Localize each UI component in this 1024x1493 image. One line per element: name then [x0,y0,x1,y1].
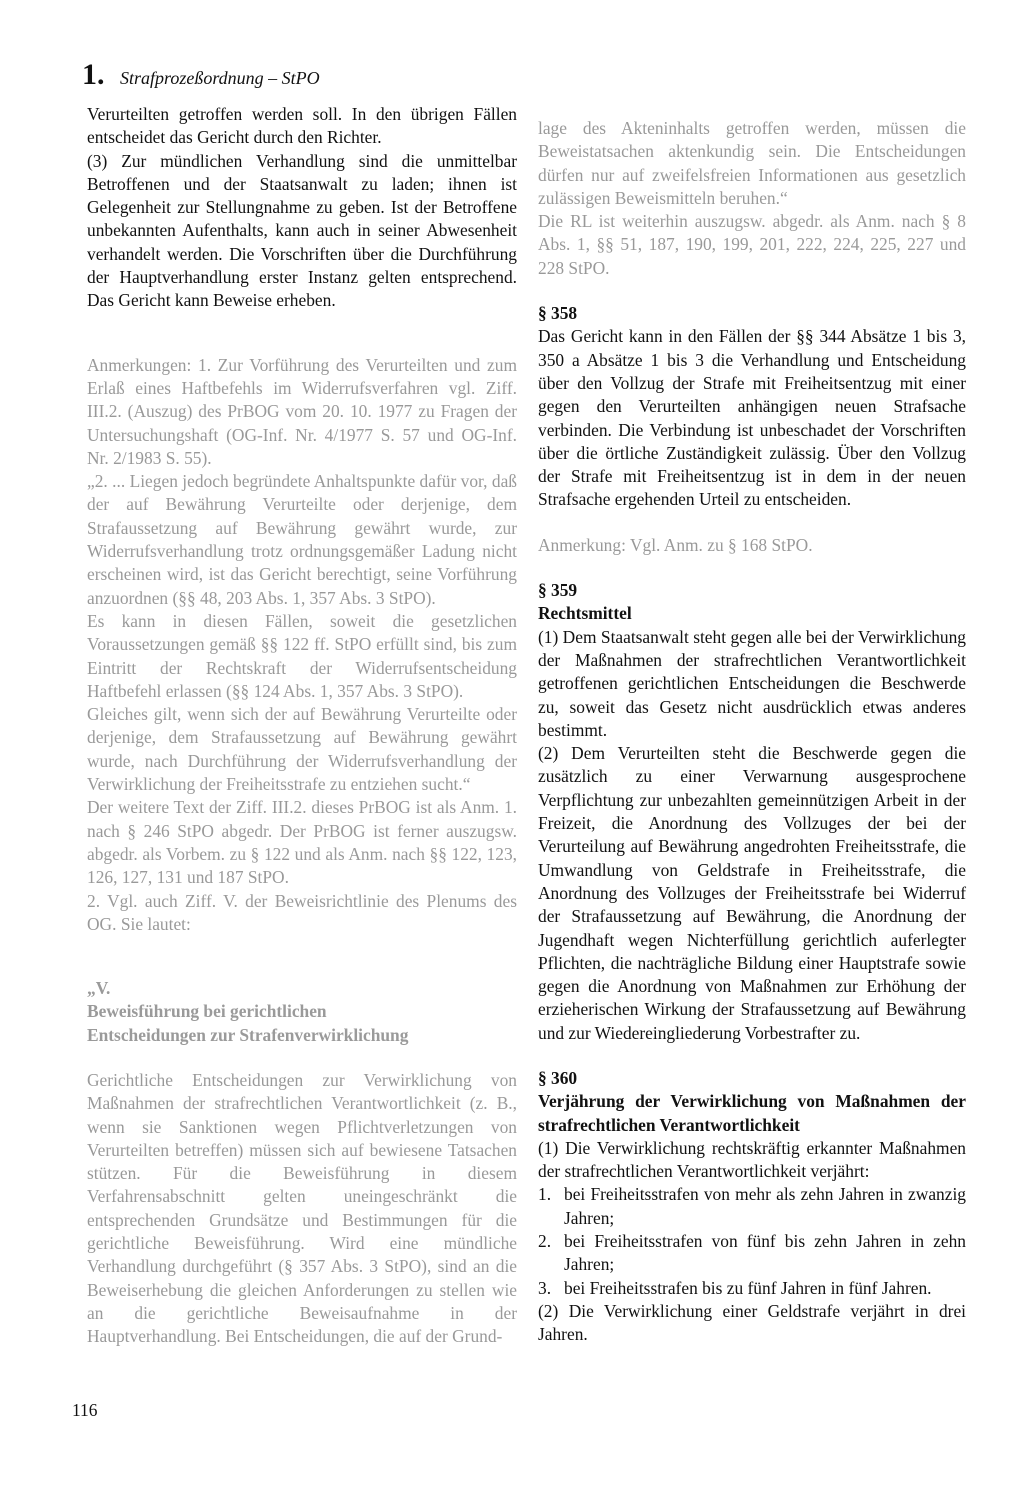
annotation-para-3: Es kann in diesen Fällen, soweit die gesetzlichen Voraussetzungen gemäß §§ 122 ff. StPO erfüllt sind, bis zum Eintritt der Rechtskraft der Widerrufsentscheidung Haftbefehl erlassen (§§ 124 Abs. 1, 357 Abs. 3 StPO). [87,610,517,701]
section-359-para-1: (1) Dem Staatsanwalt steht gegen alle bei der Verwirklichung der Maßnahmen der strafrechtlichen Verantwortlichkeit getroffenen gerichtlichen Entscheidungen die Beschwerde zu, soweit das Gesetz nicht ausdrücklich etwas anderes bestimmt. [538,626,966,740]
list-item [538,1183,966,1230]
list-item-text: bei Freiheitsstrafen bis zu fünf Jahren in fünf Jahren. [564,1277,932,1298]
guideline-continuation: lage des Akteninhalts getroffen werden, müssen die Beweistatsachen aktenkundig sein. Die Entscheidungen dürfen nur auf zweifelsfreien Informationen aus gesetzlich zulässigen Beweismitteln beruhen.“ [538,118,966,208]
guideline-note: Die RL ist weiterhin auszugsw. abgedr. als Anm. nach § 8 Abs. 1, §§ 51, 187, 190, 199, 201, 222, 224, 225, 227 und 228 StPO. [538,211,966,278]
list-item-number: 3. [538,1277,552,1298]
annotation-block [87,354,517,936]
running-header [82,58,320,92]
guideline-heading-line-1: Beweisführung bei gerichtlichen [87,1001,327,1022]
page-number: 116 [72,1400,98,1420]
list-item-text: bei Freiheitsstrafen von mehr als zehn Jahren in zwanzig Jahren; [564,1184,966,1228]
continuation-paragraph: Verurteilten getroffen werden soll. In den übrigen Fällen entscheidet das Gericht durch den Richter. [87,104,517,148]
annotation-para-5: Der weitere Text der Ziff. III.2. dieses PrBOG ist als Anm. 1. nach § 246 StPO abgedr. Der PrBOG ist ferner auszugsw. abgedr. als Vorbem. zu § 122 und als Anm. nach §§ 122, 123, 126, 127, 131 und 187 StPO. [87,797,517,888]
list-item-text: bei Freiheitsstrafen von fünf bis zehn Jahren in zehn Jahren; [564,1231,966,1275]
annotation-para-6: 2. Vgl. auch Ziff. V. der Beweisrichtlinie des Plenums des OG. Sie lautet: [87,890,517,934]
right-column [538,117,966,1347]
list-item [538,1230,966,1277]
section-359-title: Rechtsmittel [538,603,632,624]
guideline-heading-number: „V. [87,978,111,999]
section-360-intro: (1) Die Verwirklichung rechtskräftig erkannter Maßnahmen der strafrechtlichen Verantwortlichkeit verjährt: [538,1137,966,1182]
paragraph-3: (3) Zur mündlichen Verhandlung sind die unmittelbar Betroffenen und der Staatsanwalt zu laden; ihnen ist Gelegenheit zur Stellungnahme zu geben. Ist der Betroffene unbekannten Aufenthalts, kann auch in seiner Abwesenheit verhandelt werden. Die Vorschriften über die Durchführung der Hauptverhandlung erster Instanz gelten entsprechend. Das Gericht kann Beweise erheben. [87,150,517,311]
section-360-para-2: (2) Die Verwirklichung einer Geldstrafe verjährt in drei Jahren. [538,1300,966,1345]
list-item-number: 2. [538,1231,552,1252]
section-358-text: Das Gericht kann in den Fällen der §§ 344 Absätze 1 bis 3, 350 a Absätze 1 bis 3 die Verhandlung und Entscheidung über den Vollzug der Strafe mit Freiheitsentzug mit einer gegen den Verurteilten anhängigen neuen Strafsache verbinden. Die Verbindung ist unbeschadet der Vorschriften über die örtliche Zuständigkeit zulässig. Über den Vollzug der Strafe mit Freiheitsentzug ist in dem in der neuen Strafsache ergehenden Urteil zu entscheiden. [538,326,966,510]
section-359-para-2: (2) Dem Verurteilten steht die Beschwerde gegen die zusätzlich zu einer Verwarnung ausgesprochene Verpflichtung zur unbezahlten gemeinnützigen Arbeit in der Freizeit, die Anordnung des Vollzuges der bei der Verurteilung auf Bewährung angedrohten Freiheitsstrafe, die Umwandlung von Geldstrafe in Freiheitsstrafe, die Anordnung des Vollzuges der Freiheitsstrafe bei Widerruf der Strafaussetzung auf Bewährung, die Anordnung der Jugendhaft wegen Nichterfüllung gerichtlich auferlegter Pflichten, die nachträgliche Bildung einer Hauptstrafe sowie gegen die Anordnung von Maßnahmen zur Erhöhung der erzieherischen Wirkung der Strafaussetzung auf Bewährung und zur Wiedereingliederung Vorbestrafter zu. [538,743,966,1043]
section-358-number: § 358 [538,303,578,324]
guideline-heading-line-2: Entscheidungen zur Strafenverwirklichung [87,1024,409,1045]
section-360-title: Verjährung der Verwirklichung von Maßnahmen der strafrechtlichen Verantwortlichkeit [538,1091,966,1135]
chapter-number: 1. [82,58,105,91]
list-item-number: 1. [538,1184,552,1205]
list-item [538,1277,966,1300]
annotation-para-4: Gleiches gilt, wenn sich der auf Bewährung Verurteilte oder derjenige, dem Strafaussetzung auf Bewährung gewährt wurde, nach Durchführung der Widerrufsverhandlung der Verwirklichung der Freiheitsstrafe zu entziehen sucht.“ [87,704,517,795]
annotation-para-1: Anmerkungen: 1. Zur Vorführung des Verurteilten und zum Erlaß eines Haftbefehls im Widerrufsverfahren vgl. Ziff. III.2. (Auszug) des PrBOG vom 20. 10. 1977 zu Fragen der Untersuchungshaft (OG-Inf. Nr. 4/1977 S. 57 und OG-Inf. Nr. 2/1983 S. 55). [87,354,517,468]
section-358-note: Anmerkung: Vgl. Anm. zu § 168 StPO. [538,534,813,555]
guideline-text: Gerichtliche Entscheidungen zur Verwirklichung von Maßnahmen der strafrechtlichen Verantwortlichkeit (z. B., wenn sie Sanktionen wegen Pflichtverletzungen von Verurteilten betreffen) müssen sich auf bewiesene Tatsachen stützen. Für die Beweisführung in diesem Verfahrensabschnitt gelten uneingeschränkt die entsprechenden Grundsätze und Bestimmungen für die gerichtliche Beweisführung. Wird eine mündliche Verhandlung durchgeführt (§ 357 Abs. 3 StPO), sind an die Beweiserhebung die gleichen Anforderungen zu stellen wie an die gerichtliche Beweisaufnahme in der Hauptverhandlung. Bei Entscheidungen, die auf der Grund- [87,1069,517,1347]
chapter-title: Strafprozeßordnung – StPO [120,68,320,88]
section-360-number: § 360 [538,1067,578,1088]
left-column [87,103,517,1349]
annotation-para-2: „2. ... Liegen jedoch begründete Anhaltspunkte dafür vor, daß der auf Bewährung Verurteilte oder derjenige, dem Strafaussetzung auf Bewährung gewährt wurde, zur Widerrufsverhandlung trotz ordnungsgemäßer Ladung nicht erscheinen wird, ist das Gericht berechtigt, seine Vorführung anzuordnen (§§ 48, 203 Abs. 1, 357 Abs. 3 StPO). [87,471,517,608]
section-359-number: § 359 [538,580,578,601]
